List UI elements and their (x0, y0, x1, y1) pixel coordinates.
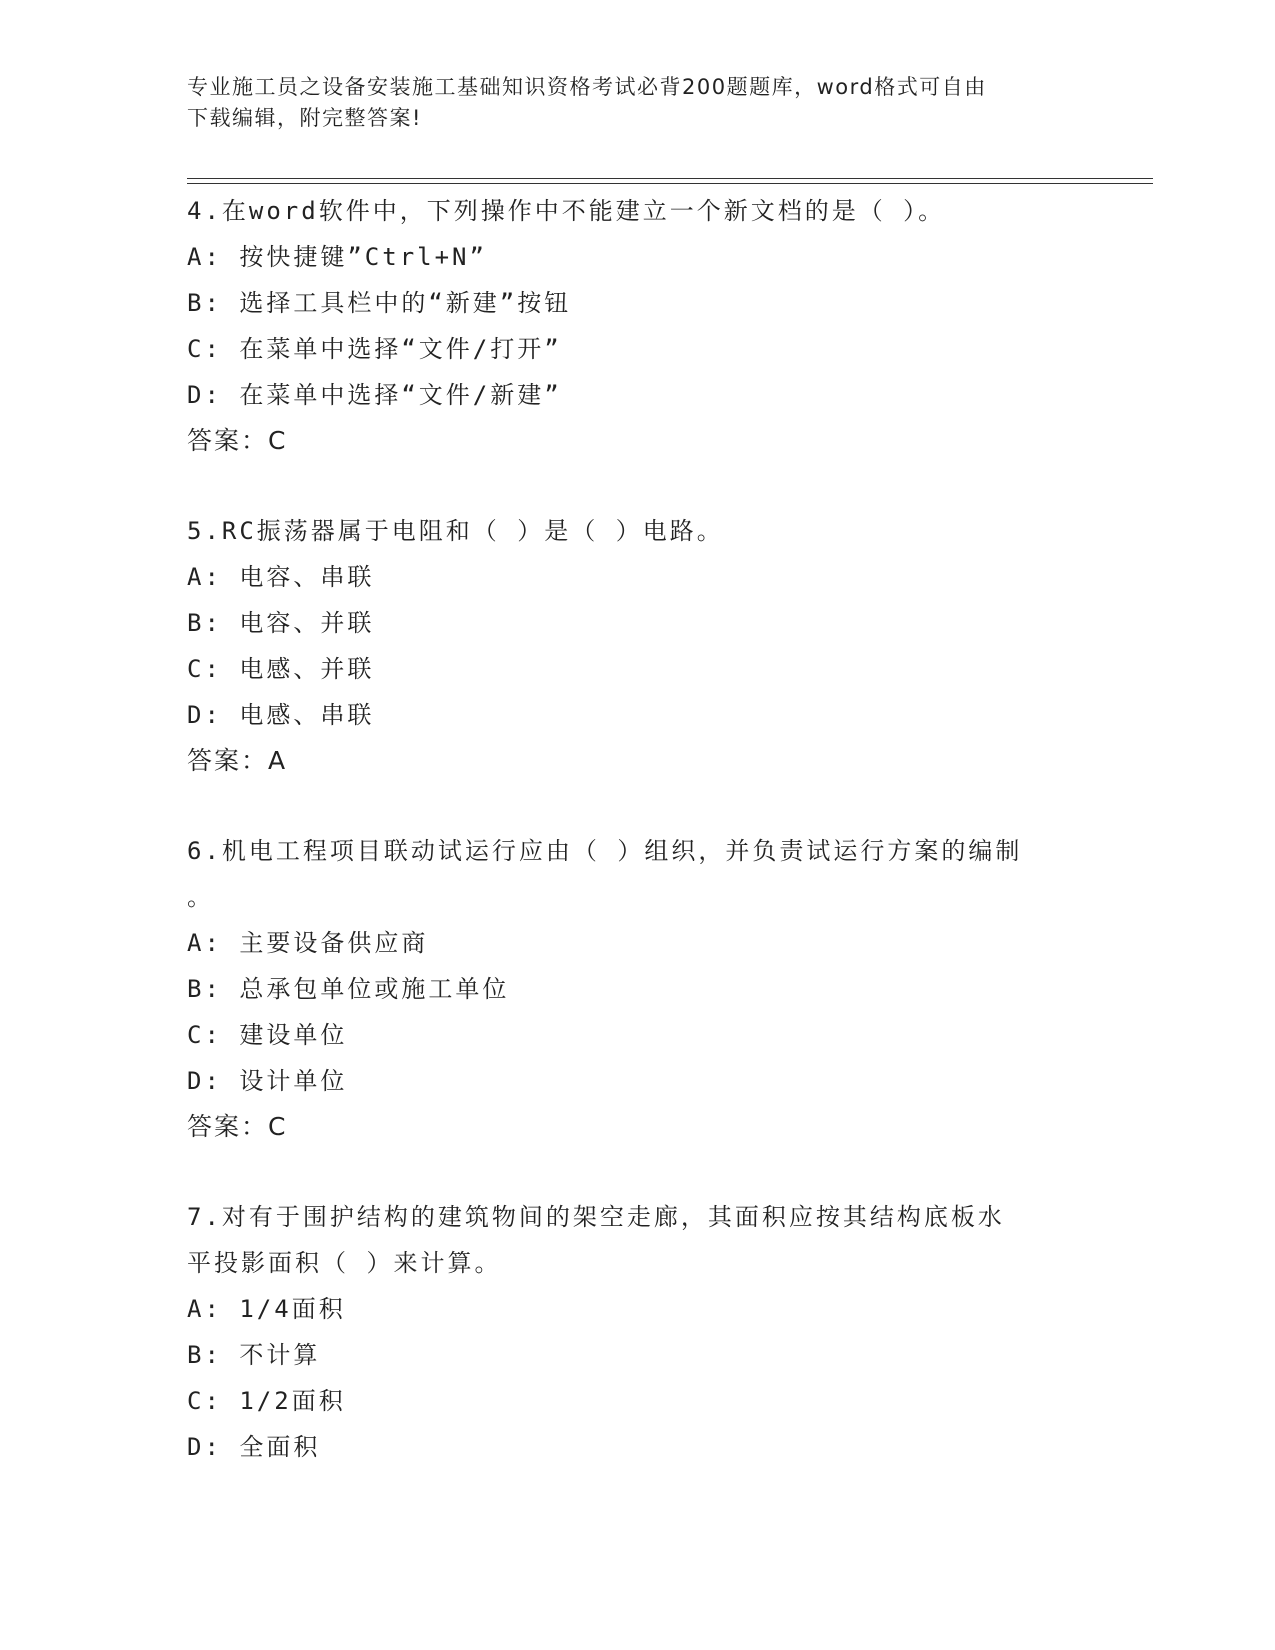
question-6 (187, 828, 1087, 1150)
question-stem: 5.RC振荡器属于电阻和（ ）是（ ）电路。 (187, 517, 724, 545)
answer: 答案：A (187, 746, 288, 775)
option-a: A: 按快捷键”Ctrl+N” (187, 243, 487, 271)
option-b: B: 不计算 (187, 1341, 321, 1369)
answer: 答案：C (187, 1112, 288, 1141)
question-stem: 7.对有于围护结构的建筑物间的架空走廊，其面积应按其结构底板水 (187, 1203, 1005, 1231)
option-d: D: 设计单位 (187, 1067, 348, 1095)
option-c: C: 在菜单中选择“文件/打开” (187, 335, 562, 363)
option-b: B: 电容、并联 (187, 609, 375, 637)
question-4 (187, 188, 1087, 464)
option-c: C: 电感、并联 (187, 655, 375, 683)
option-d: D: 全面积 (187, 1433, 321, 1461)
option-a: A: 1/4面积 (187, 1295, 346, 1323)
option-a: A: 电容、串联 (187, 563, 375, 591)
option-c: C: 1/2面积 (187, 1387, 346, 1415)
question-stem: 6.机电工程项目联动试运行应由（ ）组织，并负责试运行方案的编制 (187, 837, 1023, 865)
header-line-2: 下载编辑，附完整答案! (187, 106, 422, 130)
option-d: D: 在菜单中选择“文件/新建” (187, 381, 562, 409)
header-divider-bottom (187, 183, 1153, 184)
option-c: C: 建设单位 (187, 1021, 348, 1049)
header-line-1: 专业施工员之设备安装施工基础知识资格考试必背200题题库，word格式可自由 (187, 75, 987, 99)
option-d: D: 电感、串联 (187, 701, 375, 729)
answer: 答案：C (187, 426, 288, 455)
option-a: A: 主要设备供应商 (187, 929, 429, 957)
question-7 (187, 1194, 1087, 1470)
question-5 (187, 508, 1087, 784)
question-list (187, 188, 1087, 1514)
option-b: B: 选择工具栏中的“新建”按钮 (187, 289, 572, 317)
option-b: B: 总承包单位或施工单位 (187, 975, 510, 1003)
header-divider-top (187, 178, 1153, 179)
document-header (187, 72, 1067, 134)
question-stem-continued: 平投影面积（ ）来计算。 (187, 1249, 502, 1277)
question-stem-continued: 。 (187, 883, 214, 911)
question-stem: 4.在word软件中，下列操作中不能建立一个新文档的是（ ）。 (187, 197, 946, 225)
